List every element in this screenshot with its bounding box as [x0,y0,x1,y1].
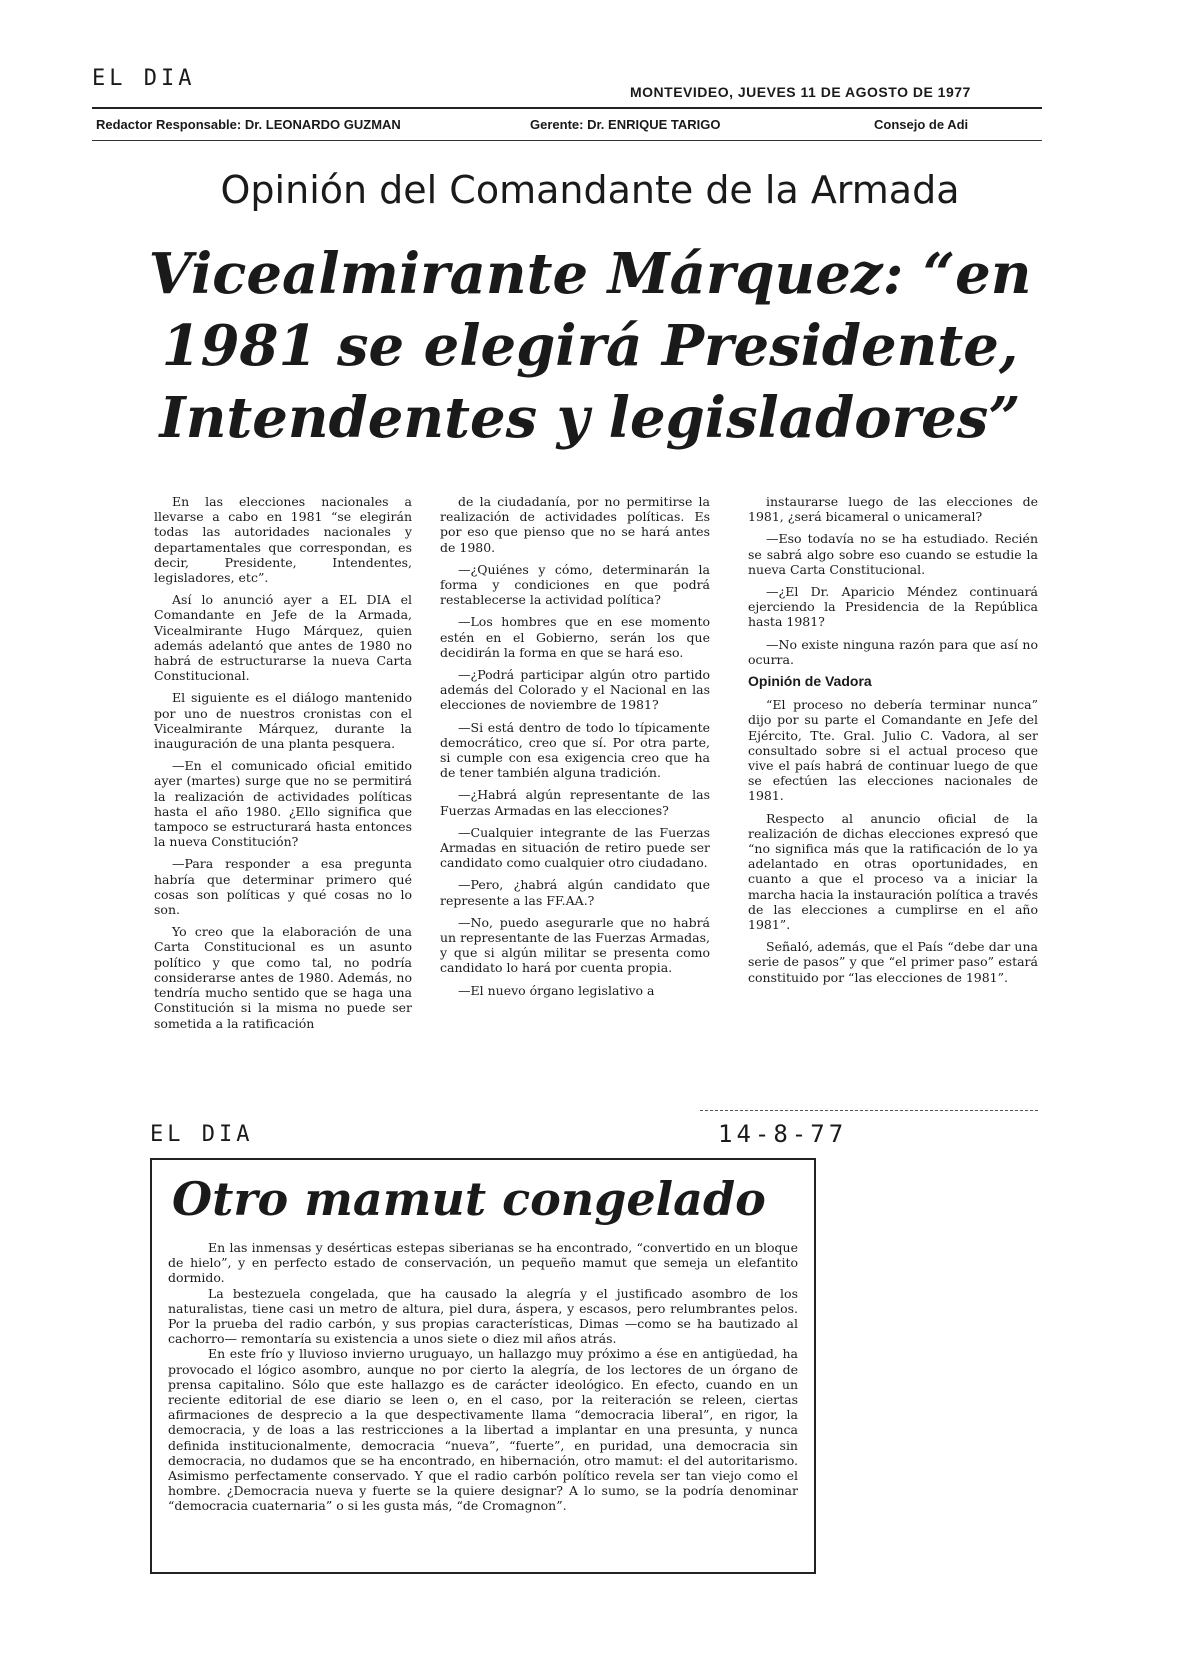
paragraph: —No existe ninguna razón para que así no ocurra. [748,636,1038,667]
dateline: MONTEVIDEO, JUEVES 11 DE AGOSTO DE 1977 [630,84,971,100]
paragraph: Así lo anunció ayer a EL DIA el Comandante en Jefe de la Armada, Vicealmirante Hugo Márquez, quien además adelantó que antes de 1980 no habrá de estructurarse la nueva Carta Constitucional. [154,592,412,684]
article-kicker: Opinión del Comandante de la Armada [220,168,960,212]
article-headline: Vicealmirante Márquez: “en 1981 se elegirá Presidente, Intendentes y legisladores” [148,241,1032,451]
handwritten-date-note: 14-8-77 [718,1120,848,1148]
staff-line [96,117,1042,137]
paragraph: —Pero, ¿habrá algún candidato que represente a las FF.AA.? [440,877,710,908]
editor-credit: Redactor Responsable: Dr. LEONARDO GUZMAN [96,117,401,132]
paragraph: —¿Quiénes y cómo, determinarán la forma y condiciones en que podrá restablecerse la actividad política? [440,561,710,608]
staff-rule [92,140,1042,141]
paragraph: —¿Podrá participar algún otro partido además del Colorado y el Nacional en las elecciones de noviembre de 1981? [440,667,710,713]
paragraph: En este frío y lluvioso invierno uruguayo, un hallazgo muy próximo a ése en antigüedad, ha provocado el lógico asombro, aunque no por cierto la alegría, de los lectores de un órgano de prensa capitalino. Sólo que este hallazgo es de carácter ideológico. En efecto, cuando en un reciente editorial de ese diario se leen o, en el caso, por la reiteración se releen, ciertas afirmaciones de desprecio a la que despectivamente llama “democracia liberal”, en rigor, la democracia, y de loas a las restricciones a la libertad a implantar en una presunta, y nunca definida institucionalmente, democracia “nueva”, “fuerte”, en puridad, una democracia sin democracia, no dudamos que se ha encontrado, en hibernación, otro mamut: el del autoritarismo. Asimismo perfectamente conservado. Y que el radio carbón político revela ser tan viejo como el hombre. ¿Democracia nueva y fuerte se la quiere designar? A lo sumo, se la podría denominar “democracia cuaternaria” o si les gusta más, “de Cromagnon”. [168,1346,798,1514]
handwritten-masthead-note: EL DIA [92,66,196,91]
paragraph: En las elecciones nacionales a llevarse a cabo en 1981 “se elegirán todas las autoridades nacionales y departamentales que correspondan, es decir, Presidente, Intendentes, legisladores, etc”. [154,494,412,586]
paragraph: “El proceso no debería terminar nunca” dijo por su parte el Comandante en Jefe del Ejército, Tte. Gral. Julio C. Vadora, al ser consultado sobre si el actual proceso que vive el país habrá de continuar luego de que se efectúen las elecciones nacionales de 1981. [748,697,1038,804]
paragraph: de la ciudadanía, por no permitirse la realización de actividades políticas. Es por eso que pienso que no se hará antes de 1980. [440,494,710,555]
paragraph: La bestezuela congelada, que ha causado la alegría y el justificado asombro de los naturalistas, tiene casi un metro de altura, piel dura, áspera, y escasos, pero relumbrantes pelos. Por la prueba del radio carbón, y sus propias características, Dimas —como se ha bautizado al cachorro— remontaría su existencia a unos siete o diez mil años atrás. [168,1285,798,1347]
article-column-2 [440,494,710,1005]
paragraph: Respecto al anuncio oficial de la realización de dichas elecciones expresó que “no significa más que la ratificación de lo ya adelantado en otras oportunidades, en cuanto a que el proceso va a iniciar la marcha hacia la instauración política a través de las elecciones a cumplirse en el año 1981”. [748,810,1038,933]
paragraph: —Si está dentro de todo lo típicamente democrático, creo que sí. Por otra parte, si cumple con esa exigencia creo que ha de tener también alguna tradición. [440,719,710,781]
paragraph: El siguiente es el diálogo mantenido por uno de nuestros cronistas con el Vicealmirante Márquez, durante la inauguración de una planta pesquera. [154,690,412,752]
paragraph: —Cualquier integrante de las Fuerzas Armadas en situación de retiro puede ser candidato como cualquier otro ciudadano. [440,824,710,871]
manager-credit: Gerente: Dr. ENRIQUE TARIGO [530,117,721,132]
editorial-body [168,1240,798,1514]
paragraph: En las inmensas y desérticas estepas siberianas se ha encontrado, “convertido en un bloque de hielo”, y en perfecto estado de conservación, un pequeño mamut que semeja un elefantito dormido. [168,1240,798,1286]
paragraph: —El nuevo órgano legislativo a [458,982,655,998]
paragraph: —¿El Dr. Aparicio Méndez continuará ejerciendo la Presidencia de la República hasta 1981? [748,584,1038,630]
editorial-title: Otro mamut congelado [172,1172,766,1226]
article-column-1 [154,494,412,1038]
council-credit: Consejo de Adi [874,117,969,132]
paragraph: Yo creo que la elaboración de una Carta Constitucional es un asunto político y que como tal, no podría considerarse antes de 1980. Además, no tendría mucho sentido que se haga una Constitución si la misma no puede ser sometida a la ratificación [154,924,412,1031]
paragraph: —Para responder a esa pregunta habría que determinar primero qué cosas son políticas y qué cosas no lo son. [154,856,412,918]
paragraph: —No, puedo asegurarle que no habrá un representante de las Fuerzas Armadas, y que si algún militar se presenta como candidato lo hará por cuenta propia. [440,914,710,976]
paragraph: —En el comunicado oficial emitido ayer (martes) surge que no se permitirá la realización de actividades políticas hasta el año 1980. ¿Ello significa que tampoco se estructurará hasta entonces la nueva Constitución? [154,758,412,850]
paragraph: —Eso todavía no se ha estudiado. Recién se sabrá algo sobre eso cuando se estudie la nueva Carta Constitucional. [748,531,1038,577]
subheading: Opinión de Vadora [748,673,872,690]
paragraph: Señaló, además, que el País “debe dar una serie de pasos” y que “el primer paso” estará constituido por “las elecciones de 1981”. [748,939,1038,985]
top-rule [92,107,1042,109]
paragraph: instaurarse luego de las elecciones de 1981, ¿será bicameral o unicameral? [748,494,1038,525]
handwritten-source-note: EL DIA [150,1122,254,1147]
paragraph: —Los hombres que en ese momento estén en el Gobierno, serán los que decidirán la forma en que se hará eso. [440,614,710,660]
article-end-rule [700,1110,1038,1111]
paragraph: —¿Habrá algún representante de las Fuerzas Armadas en las elecciones? [440,787,710,818]
article-column-3 [748,494,1038,992]
